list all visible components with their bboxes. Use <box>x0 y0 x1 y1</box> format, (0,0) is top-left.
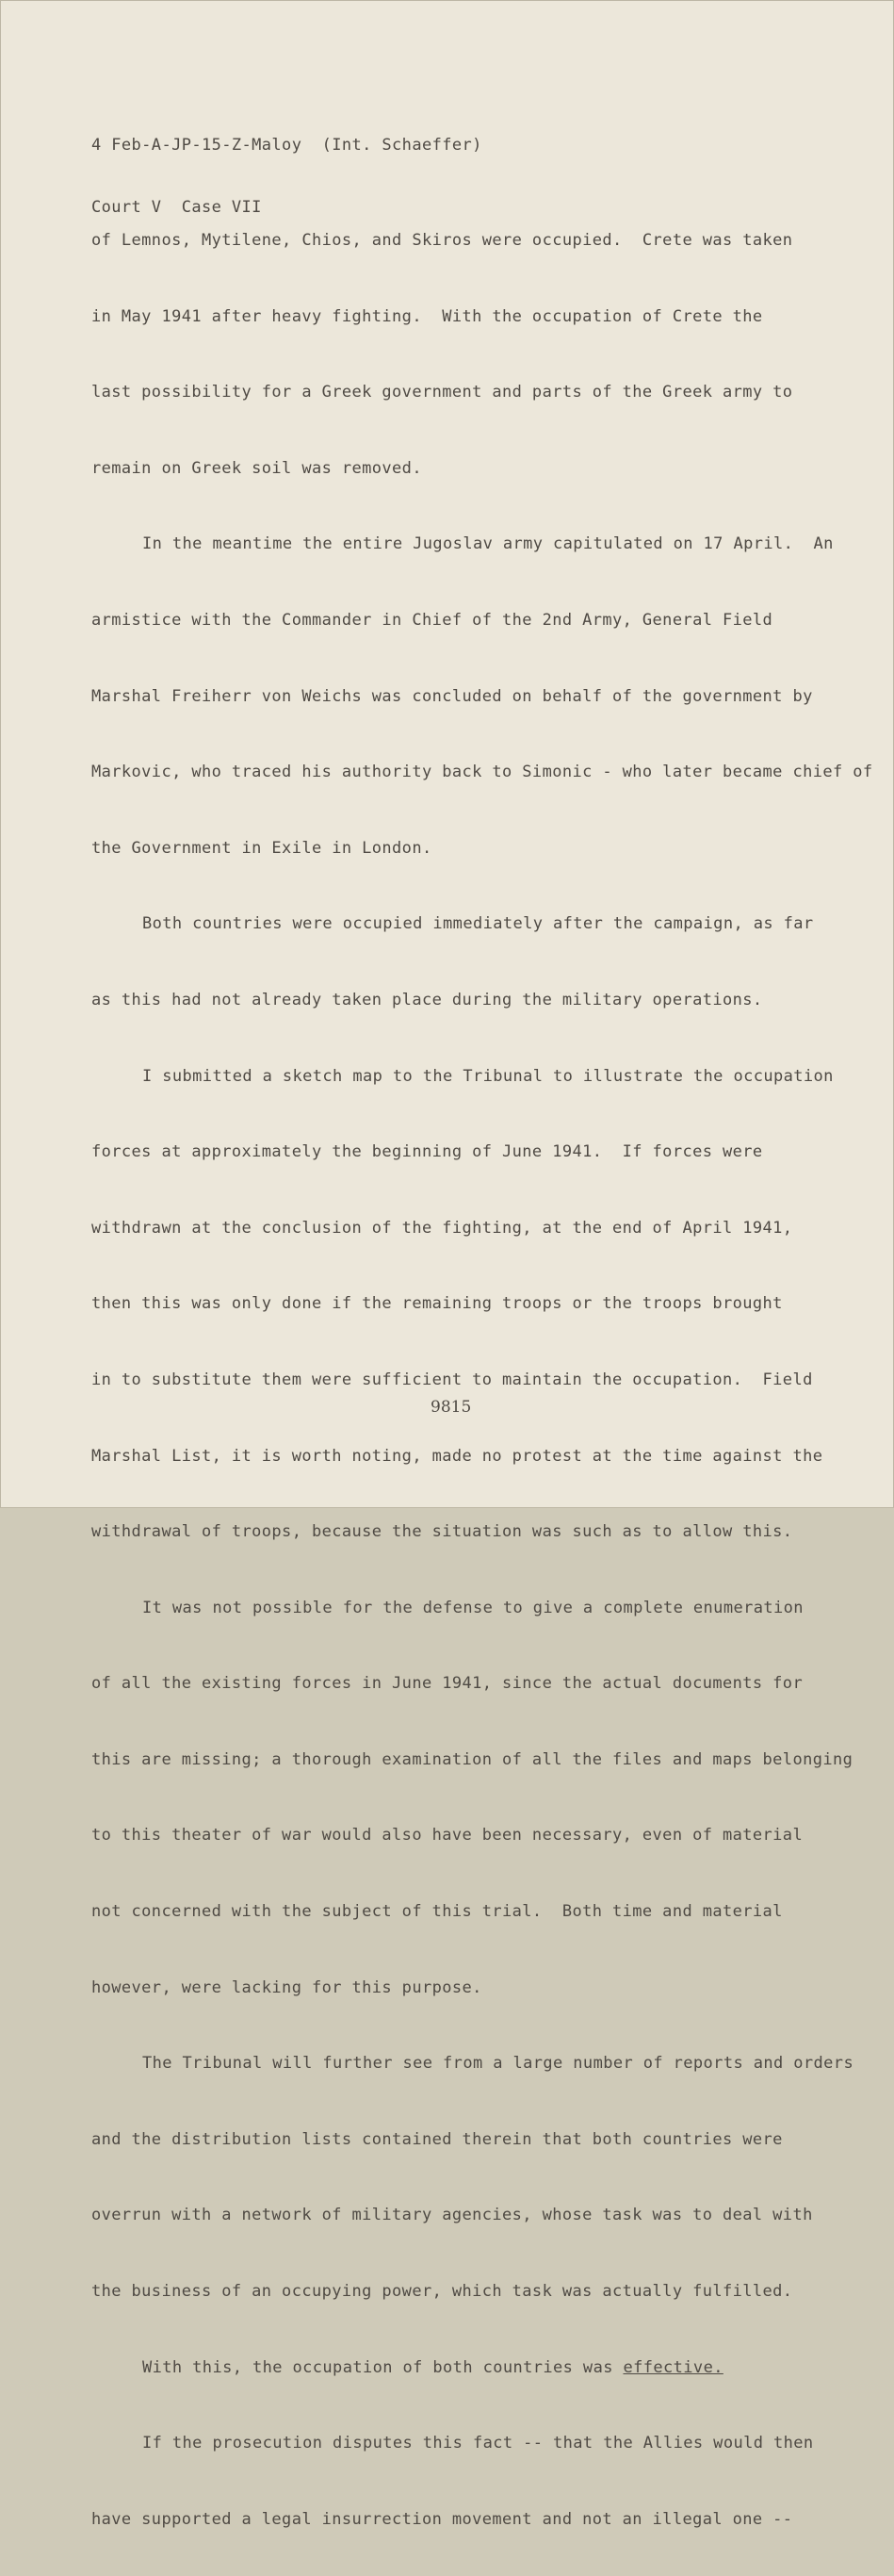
text-line: Markovic, who traced his authority back to Simonic - who later became chief of <box>91 763 873 782</box>
text-line: the Government in Exile in London. <box>91 838 432 858</box>
text-line: forces at approximately the beginning of June 1941. If forces were <box>91 1142 763 1162</box>
text-line: to this theater of war would also have been necessary, even of material <box>91 1826 804 1846</box>
text-line: withdrawn at the conclusion of the fighting, at the end of April 1941, <box>91 1218 793 1238</box>
paragraph-start-line: In the meantime the entire Jugoslav army capitulated on 17 April. An <box>142 534 834 554</box>
paragraph-start-line: I submitted a sketch map to the Tribunal to illustrate the occupation <box>142 1066 834 1086</box>
text-line: remain on Greek soil was removed. <box>91 458 422 478</box>
paragraph-start-line: Both countries were occupied immediately after the campaign, as far <box>142 914 814 934</box>
text-line: Marshal Freiherr von Weichs was concluded on behalf of the government by <box>91 686 813 706</box>
text-line: then this was only done if the remaining troops or the troops brought <box>91 1294 783 1314</box>
paragraph-start-line: It was not possible for the defense to give a complete enumeration <box>142 1598 804 1617</box>
paragraph-start-line: The Tribunal will further see from a large number of reports and orders <box>142 2054 854 2074</box>
text-line: as this had not already taken place during the military operations. <box>91 990 763 1009</box>
paragraph-start-line <box>91 2349 836 2387</box>
text-line: however, were lacking for this purpose. <box>91 1977 482 1997</box>
text-line: have supported a legal insurrection movement and not an illegal one -- <box>91 2509 793 2529</box>
text-line: of all the existing forces in June 1941, since the actual documents for <box>91 1674 804 1694</box>
text-line: overrun with a network of military agencies, whose task was to deal with <box>91 2206 813 2225</box>
text-line: last possibility for a Greek government and parts of the Greek army to <box>91 383 793 402</box>
page-number: 9815 <box>431 1398 472 1417</box>
text-line: armistice with the Commander in Chief of the 2nd Army, General Field <box>91 610 773 630</box>
text-line: of Lemnos, Mytilene, Chios, and Skiros were occupied. Crete was taken <box>91 231 793 250</box>
text-line: this are missing; a thorough examination of all the files and maps belonging <box>91 1749 853 1769</box>
header-reference-line: 4 Feb-A-JP-15-Z-Maloy (Int. Schaeffer) <box>91 136 482 155</box>
text-line: and the distribution lists contained therein that both countries were <box>91 2129 783 2149</box>
text-line: withdrawal of troops, because the situation was such as to allow this. <box>91 1522 793 1542</box>
text-segment: With this, the occupation of both countries was <box>142 2357 624 2377</box>
text-line: not concerned with the subject of this trial. Both time and material <box>91 1902 783 1922</box>
document-body <box>91 184 873 2576</box>
text-line: in May 1941 after heavy fighting. With the occupation of Crete the <box>91 306 763 326</box>
text-line: the business of an occupying power, which task was actually fulfilled. <box>91 2282 793 2302</box>
header-court-case-line: Court V Case VII <box>91 198 262 217</box>
text-line: in to substitute them were sufficient to maintain the occupation. Field <box>91 1370 813 1389</box>
text-line: Marshal List, it is worth noting, made no protest at the time against the <box>91 1446 823 1466</box>
paragraph-start-line: If the prosecution disputes this fact -- that the Allies would then <box>142 2434 814 2453</box>
underlined-word: effective. <box>623 2357 723 2377</box>
